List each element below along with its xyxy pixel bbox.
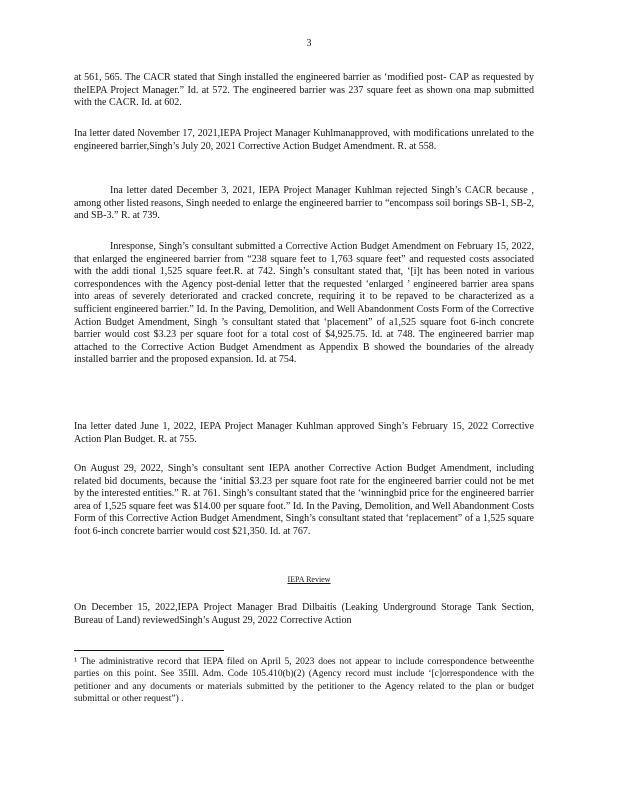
footnote-1: ¹ The administrative record that IEPA filed on April 5, 2023 does not appear to include correspondence betweenthe parties on this point. See 35Ill. Adm. Code 105.410(b)(2) (Agency record must include ‘[c]orrespondence with the petitioner and any documents or materials submitted by the petitioner to the Agency related to the plan or budget submittal or other request”) . (74, 657, 534, 705)
section-heading (0, 574, 618, 587)
paragraph-june-2022-letter: Ina letter dated June 1, 2022, IEPA Project Manager Kuhlman approved Singh’s February 15, 2022 Corrective Action Plan Budget. R. at 755. (74, 421, 534, 445)
paragraph-cacr-continuation: at 561, 565. The CACR stated that Singh installed the engineered barrier as ‘modified post- CAP as requested by theIEPA Project Manager.” Id. at 572. The engineered barrier was 237 square feet as shown ona map submitted with the CACR. Id. at 602. (74, 72, 534, 109)
paragraph-august-2022-amendment: On August 29, 2022, Singh’s consultant sent IEPA another Corrective Action Budget Amendment, including related bid documents, because the ‘initial $3.23 per square foot rate for the engineered barrier could not be met by the interested entities.” R. at 761. Singh’s consultant stated that the ‘winningbid price for the engineered barrier area of 1,525 square feet was $14.00 per square foot.” Id. In the Paving, Demolition, and Well Abandonment Costs Form of this Corrective Action Budget Amendment, Singh’s consultant stated that ‘replacement” of a 1,525 square foot 6-inch concrete barrier would cost $21,350. Id. at 767. (74, 463, 534, 537)
paragraph-november-2021-letter: Ina letter dated November 17, 2021,IEPA Project Manager Kuhlmanapproved, with modifications unrelated to the engineered barrier,Singh’s July 20, 2021 Corrective Action Budget Amendment. R. at 558. (74, 128, 534, 152)
page-number: 3 (306, 38, 312, 49)
paragraph-december-2021-letter: Ina letter dated December 3, 2021, IEPA Project Manager Kuhlman rejected Singh’s CACR because , among other listed reasons, Singh needed to enlarge the engineered barrier to “encompass soil borings SB-1, SB-2, and SB-3.” R. at 739. (74, 185, 534, 222)
section-heading-text: IEPA Review (287, 575, 331, 584)
paragraph-december-2022-review: On December 15, 2022,IEPA Project Manager Brad Dilbaitis (Leaking Underground Storage Tank Section, Bureau of Land) reviewedSingh’s August 29, 2022 Corrective Action (74, 602, 534, 626)
paragraph-february-2022-amendment: Inresponse, Singh’s consultant submitted a Corrective Action Budget Amendment on February 15, 2022, that enlarged the engineered barrier from “238 square feet to 1,763 square feet” and requested costs associated with the addi tional 1,525 square feet.R. at 742. Singh’s consultant stated that, ‘[i]t has been noted in various correspondences with the Agency post-denial letter that the requested ‘enlarged ’ engineered barrier area spans into areas of severely deteriorated and cracked concrete, requiring it to be repaved to be characterized as a sufficient engineered barrier.” Id. In the Paving, Demolition, and Well Abandonment Costs Form of the Corrective Action Budget Amendment, Singh ’s consultant stated that ‘placement” of a1,525 square foot 6-inch concrete barrier would cost $3.23 per square foot for a total cost of $4,925.75. Id. at 748. The engineered barrier map attached to the Corrective Action Budget Amendment as Appendix B showed the boundaries of the already installed barrier and the proposed expansion. Id. at 754. (74, 241, 534, 366)
footnote-divider (74, 650, 224, 651)
